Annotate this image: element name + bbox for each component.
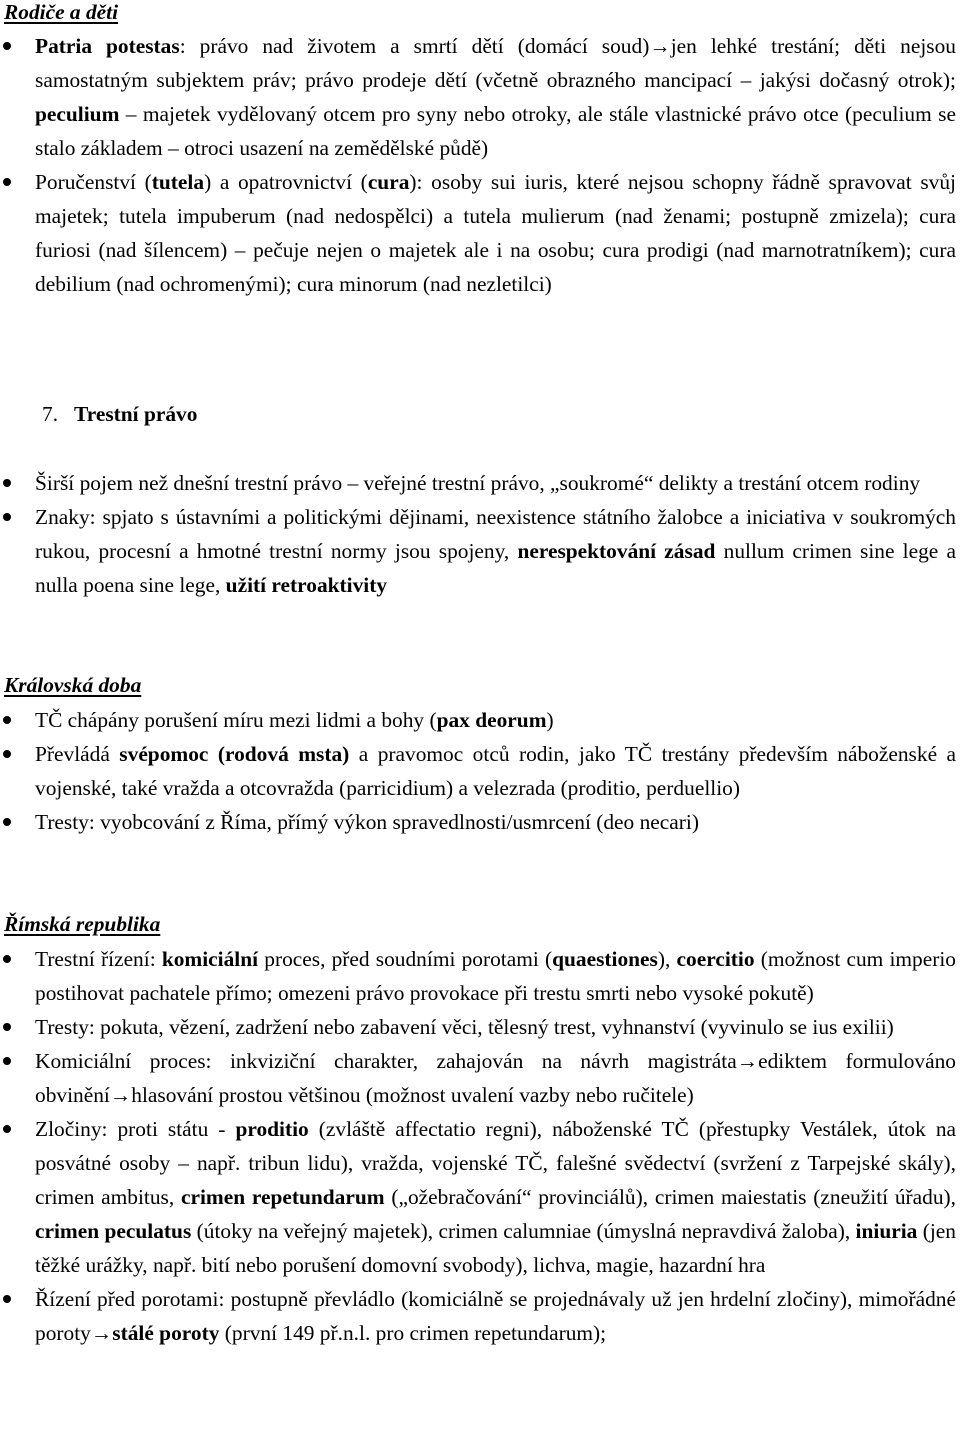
list-item	[0, 466, 956, 500]
text-run: (jen těžké urážky, např. bití nebo porušení domovní svobody), lichva, magie, hazardní hra	[35, 1219, 956, 1277]
bullet-icon	[3, 818, 11, 826]
bullet-icon	[3, 1295, 11, 1303]
bold-term: nerespektování zásad	[517, 539, 716, 563]
text-run: Poručenství (	[35, 170, 152, 194]
text-run: )	[546, 708, 554, 732]
list-item	[0, 500, 956, 602]
list-rimska-republika	[0, 942, 956, 1350]
section-number: 7.	[42, 402, 59, 426]
list-item	[0, 737, 956, 805]
list-kralovska-doba	[0, 703, 956, 839]
bold-term: stálé poroty	[112, 1321, 220, 1345]
text-run: Tresty: pokuta, vězení, zadržení nebo zabavení věci, tělesný trest, vyhnanství (vyvinulo se ius exilii)	[35, 1015, 894, 1039]
list-item	[0, 805, 956, 839]
list-item	[0, 165, 956, 301]
heading-rodice-a-deti: Rodiče a děti	[4, 0, 119, 24]
bullet-icon	[3, 1023, 11, 1031]
text-run: Trestní řízení:	[35, 947, 162, 971]
list-item	[0, 1010, 956, 1044]
bold-term: cura	[367, 170, 410, 194]
bold-term: coercitio	[676, 947, 755, 971]
bullet-icon	[3, 750, 11, 758]
list-item	[0, 703, 956, 737]
text-run: Zločiny: proti státu -	[35, 1117, 236, 1141]
bullet-icon	[3, 716, 11, 724]
bullet-icon	[3, 178, 11, 186]
list-trestni-pravo	[0, 466, 956, 602]
bold-term: crimen repetundarum	[180, 1185, 385, 1209]
list-rodice	[0, 29, 956, 301]
section-heading-trestni-pravo	[42, 397, 197, 431]
bold-term: užití retroaktivity	[225, 573, 388, 597]
text-run: ) a opatrovnictví (	[204, 170, 368, 194]
text-run: ),	[657, 947, 677, 971]
bold-term: komiciální	[161, 947, 259, 971]
bold-term: svépomoc (rodová msta)	[119, 742, 350, 766]
list-item	[0, 1112, 956, 1282]
text-run: nullum crimen sine lege a nulla poena sine lege,	[35, 539, 956, 597]
text-run: proces, před soudními porotami (	[258, 947, 553, 971]
text-run: Převládá	[35, 742, 120, 766]
text-run: Znaky: spjato s ústavními a politickými dějinami, neexistence státního žalobce a iniciativa v soukromých rukou, procesní a hmotné trestní normy jsou spojeny,	[35, 505, 956, 563]
bold-term: Patria potestas	[35, 34, 180, 58]
bullet-icon	[3, 513, 11, 521]
text-run: a pravomoc otců rodin, jako TČ trestány především náboženské a vojenské, také vražda a otcovražda (parricidium) a velezrada (proditio, perduellio)	[35, 742, 957, 800]
list-item	[0, 942, 956, 1010]
text-run: (zvláště affectatio regni), náboženské TČ (přestupky Vestálek, útok na posvátné osoby – např. tribun lidu), vražda, vojenské TČ, falešné svědectví (svržení z Tarpejské skály), crimen ambitus,	[35, 1117, 957, 1209]
bold-term: proditio	[235, 1117, 309, 1141]
text-run: : právo nad životem a smrtí dětí (domácí soud)→jen lehké trestání; děti nejsou samostatným subjektem práv; právo prodeje dětí (včetně obrazného mancipací – jakýsi dočasný otrok);	[35, 34, 957, 92]
list-item	[0, 29, 956, 165]
bold-term: tutela	[151, 170, 205, 194]
list-item	[0, 1282, 956, 1350]
text-run: (první 149 př.n.l. pro crimen repetundarum);	[219, 1321, 607, 1345]
text-run: ): osoby sui iuris, které nejsou schopny řádně spravovat svůj majetek; tutela impuberum (nad nedospělci) a tutela mulierum (nad ženami; postupně zmizela); cura furiosi (nad šílencem) – pečuje nejen o majetek ale i na osobu; cura prodigi (nad marnotratníkem); cura debilium (nad ochromenými); cura minorum (nad nezletilci)	[35, 170, 956, 296]
text-run: (útoky na veřejný majetek), crimen calumniae (úmyslná nepravdivá žaloba),	[191, 1219, 856, 1243]
text-run: Řízení před porotami: postupně převládlo (komiciálně se projednávaly už jen hrdelní zločiny), mimořádné poroty→	[35, 1287, 956, 1345]
text-run: – majetek vydělovaný otcem pro syny nebo otroky, ale stále vlastnické právo otce (peculium se stalo základem – otroci usazení na zemědělské půdě)	[35, 102, 956, 160]
text-run: Komiciální proces: inkviziční charakter, zahajován na návrh magistráta→ediktem formulováno obvinění→hlasování prostou většinou (možnost uvalení vazby nebo ručitele)	[35, 1049, 956, 1107]
text-run: Tresty: vyobcování z Říma, přímý výkon spravedlnosti/usmrcení (deo necari)	[35, 810, 699, 834]
section-title: Trestní právo	[74, 402, 198, 426]
heading-kralovska-doba: Královská doba	[4, 673, 142, 697]
bold-term: quaestiones	[552, 947, 658, 971]
bullet-icon	[3, 955, 11, 963]
text-run: TČ chápány porušení míru mezi lidmi a bohy (	[35, 708, 437, 732]
heading-rimska-republika: Římská republika	[4, 912, 161, 936]
bullet-icon	[3, 1125, 11, 1133]
bullet-icon	[3, 1057, 11, 1065]
bold-term: crimen peculatus	[35, 1219, 192, 1243]
bold-term: pax deorum	[436, 708, 547, 732]
list-item	[0, 1044, 956, 1112]
text-run: („ožebračování“ provinciálů), crimen maiestatis (zneužití úřadu),	[384, 1185, 957, 1209]
text-run: Širší pojem než dnešní trestní právo – veřejné trestní právo, „soukromé“ delikty a trestání otcem rodiny	[35, 471, 921, 495]
bullet-icon	[3, 42, 11, 50]
text-run: (možnost cum imperio postihovat pachatele přímo; omezeni právo provokace při trestu smrti nebo vysoké pokutě)	[35, 947, 956, 1005]
bold-term: iniuria	[855, 1219, 918, 1243]
bullet-icon	[3, 479, 11, 487]
bold-term: peculium	[35, 102, 120, 126]
